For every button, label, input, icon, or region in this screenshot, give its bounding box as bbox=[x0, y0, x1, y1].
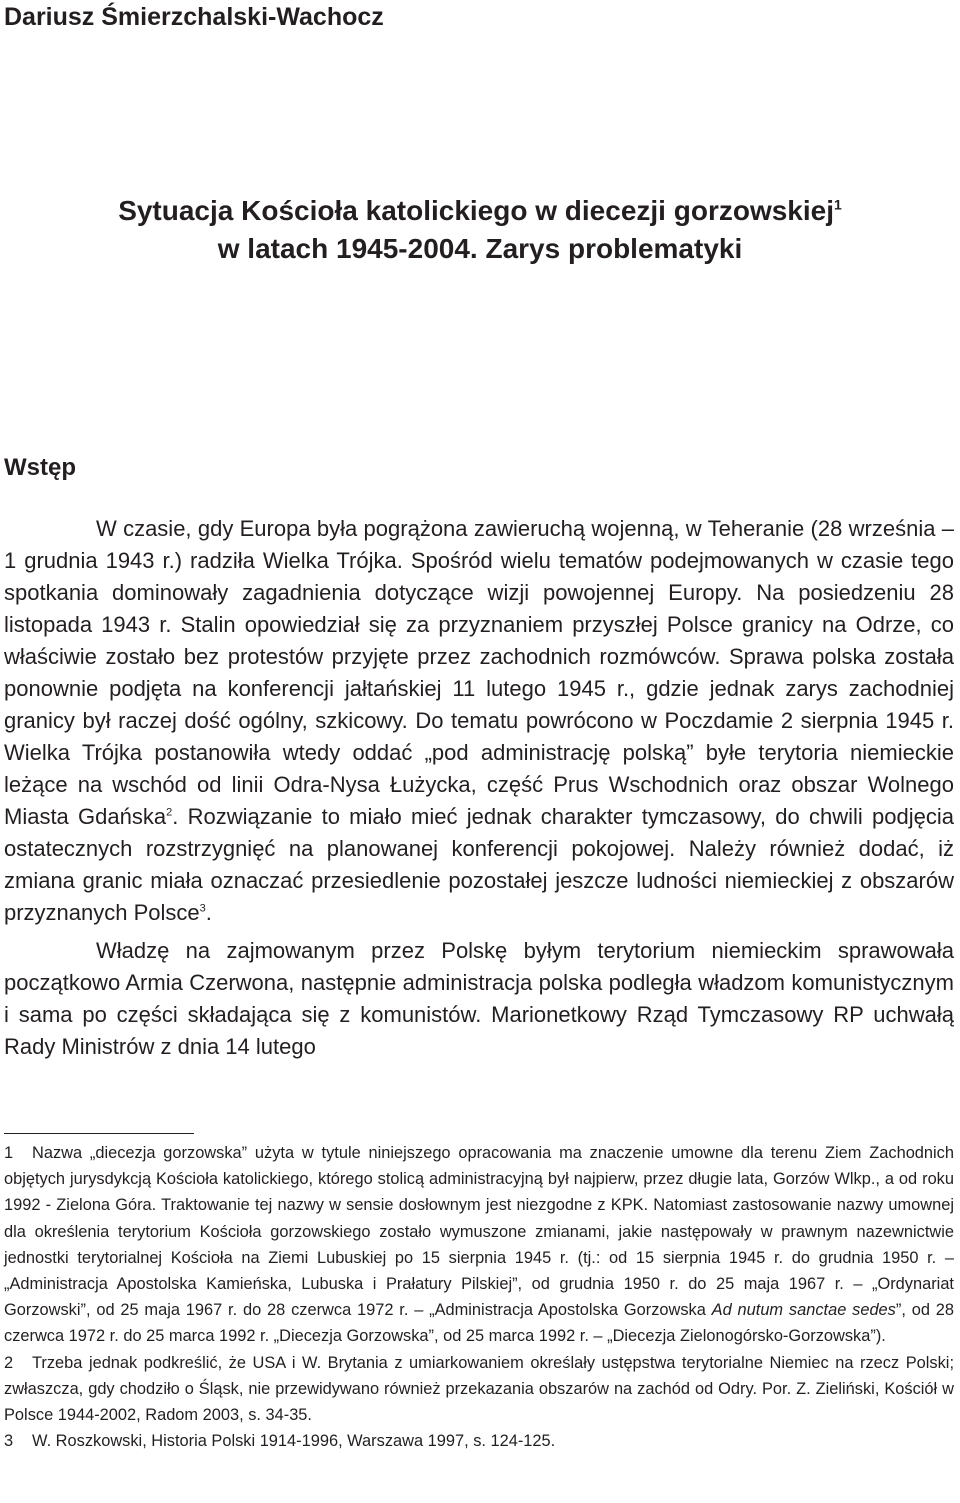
footnote-2-text: Trzeba jednak podkreślić, że USA i W. Brytania z umiarkowaniem określały ustępstwa terytorialne Niemiec na rzecz Polski; zwłaszcza, gdy chodziło o Śląsk, nie przewidywano również przekazania obszarów na zachód od Odry. Por. Z. Zieliński, Kościół w Polsce 1944-2002, Radom 2003, s. 34-35. bbox=[4, 1353, 954, 1425]
paragraph-1-text-b: . Rozwiązanie to miało mieć jednak charakter tymczasowy, do chwili podjęcia ostatecznych rozstrzygnięć na planowanej konferencji pokojowej. Należy również dodać, iż zmiana granic miała oznaczać przesiedlenie pozostałej jeszcze ludności niemieckiej z obszarów przyznanych Polsce bbox=[4, 804, 954, 925]
paragraph-1 bbox=[4, 513, 954, 929]
footnote-1-text-a: Nazwa „diecezja gorzowska” użyta w tytule niniejszego opracowania ma znaczenie umowne dla terenu Ziem Zachodnich objętych jurysdykcją Kościoła katolickiego, którego stolicą administracyjną był najpierw, przez długie lata, Gorzów Wlkp., a od roku 1992 - Zielona Góra. Traktowanie tej nazwy w sensie dosłownym jest niezgodne z KPK. Natomiast zastosowanie nazwy umownej dla określenia terytorium Kościoła gorzowskiego zostało wymuszone zmianami, jakie następowały w prawnym nazewnictwie jednostki terytorialnej Kościoła na Ziemi Lubuskiej po 15 sierpnia 1945 r. (tj.: od 15 sierpnia 1945 r. do grudnia 1950 r. – „Administracja Apostolska Kamieńska, Lubuska i Prałatury Pilskiej”, od grudnia 1950 r. do 25 maja 1967 r. – „Ordynariat Gorzowski”, od 25 maja 1967 r. do 28 czerwca 1972 r. – „Administracja Apostolska Gorzowska bbox=[4, 1144, 954, 1320]
title-line-2: w latach 1945-2004. Zarys problematyki bbox=[217, 233, 743, 264]
footnote-1-italic: Ad nutum sanctae sedes bbox=[711, 1301, 896, 1320]
footnotes bbox=[4, 1140, 954, 1454]
author-name: Dariusz Śmierzchalski-Wachocz bbox=[4, 3, 384, 31]
paragraph-2: Władzę na zajmowanym przez Polskę byłym terytorium niemieckim sprawowała początkowo Armia Czerwona, następnie administracja polska podległa władzom komunistycznym i sama po części składająca się z komunistów. Marionetkowy Rząd Tymczasowy RP uchwałą Rady Ministrów z dnia 14 lutego bbox=[4, 938, 954, 1059]
footnote-3 bbox=[4, 1428, 954, 1454]
paragraph-1-text-a: W czasie, gdy Europa była pogrążona zawieruchą wojenną, w Teheranie (28 września – 1 grudnia 1943 r.) radziła Wielka Trójka. Spośród wielu tematów podejmowanych w czasie tego spotkania dominowały zagadnienia dotyczące wizji powojennej Europy. Na posiedzeniu 28 listopada 1943 r. Stalin opowiedział się za przyznaniem przyszłej Polsce granicy na Odrze, co właściwie zostało bez protestów przyjęte przez zachodnich rozmówców. Sprawa polska została ponownie podjęta na konferencji jałtańskiej 11 lutego 1945 r., gdzie jednak zarys zachodniej granicy był raczej dość ogólny, szkicowy. Do tematu powrócono w Poczdamie 2 sierpnia 1945 r. Wielka Trójka postanowiła wtedy oddać „pod administrację polską” byłe terytoria niemieckie leżące na wschód od linii Odra-Nysa Łużycka, część Prus Wschodnich oraz obszar Wolnego Miasta Gdańska bbox=[4, 516, 954, 829]
footnote-2-number: 2 bbox=[4, 1353, 14, 1372]
footnote-2 bbox=[4, 1350, 954, 1429]
title-footnote-ref[interactable]: 1 bbox=[834, 196, 842, 213]
body-text bbox=[4, 513, 954, 1063]
footnote-divider bbox=[4, 1133, 194, 1134]
footnote-ref-3[interactable]: 3 bbox=[199, 902, 206, 915]
article-title bbox=[0, 192, 960, 268]
footnote-1-text-b: ”, od 28 czerwca 1972 r. do 25 marca 1992 r. „Diecezja Gorzowska”, od 25 marca 1992 r. – „Diecezja Zielonogórsko-Gorzowska”). bbox=[4, 1301, 954, 1346]
paragraph-1-text-c: . bbox=[205, 900, 212, 925]
footnote-ref-2[interactable]: 2 bbox=[166, 806, 173, 819]
footnote-1-number: 1 bbox=[4, 1144, 14, 1162]
footnote-3-text: W. Roszkowski, Historia Polski 1914-1996, Warszawa 1997, s. 124-125. bbox=[32, 1432, 556, 1451]
title-line-1: Sytuacja Kościoła katolickiego w diecezji gorzowskiej bbox=[118, 195, 834, 226]
section-heading: Wstęp bbox=[4, 454, 76, 481]
footnote-3-number: 3 bbox=[4, 1432, 14, 1451]
footnote-1 bbox=[4, 1140, 954, 1350]
